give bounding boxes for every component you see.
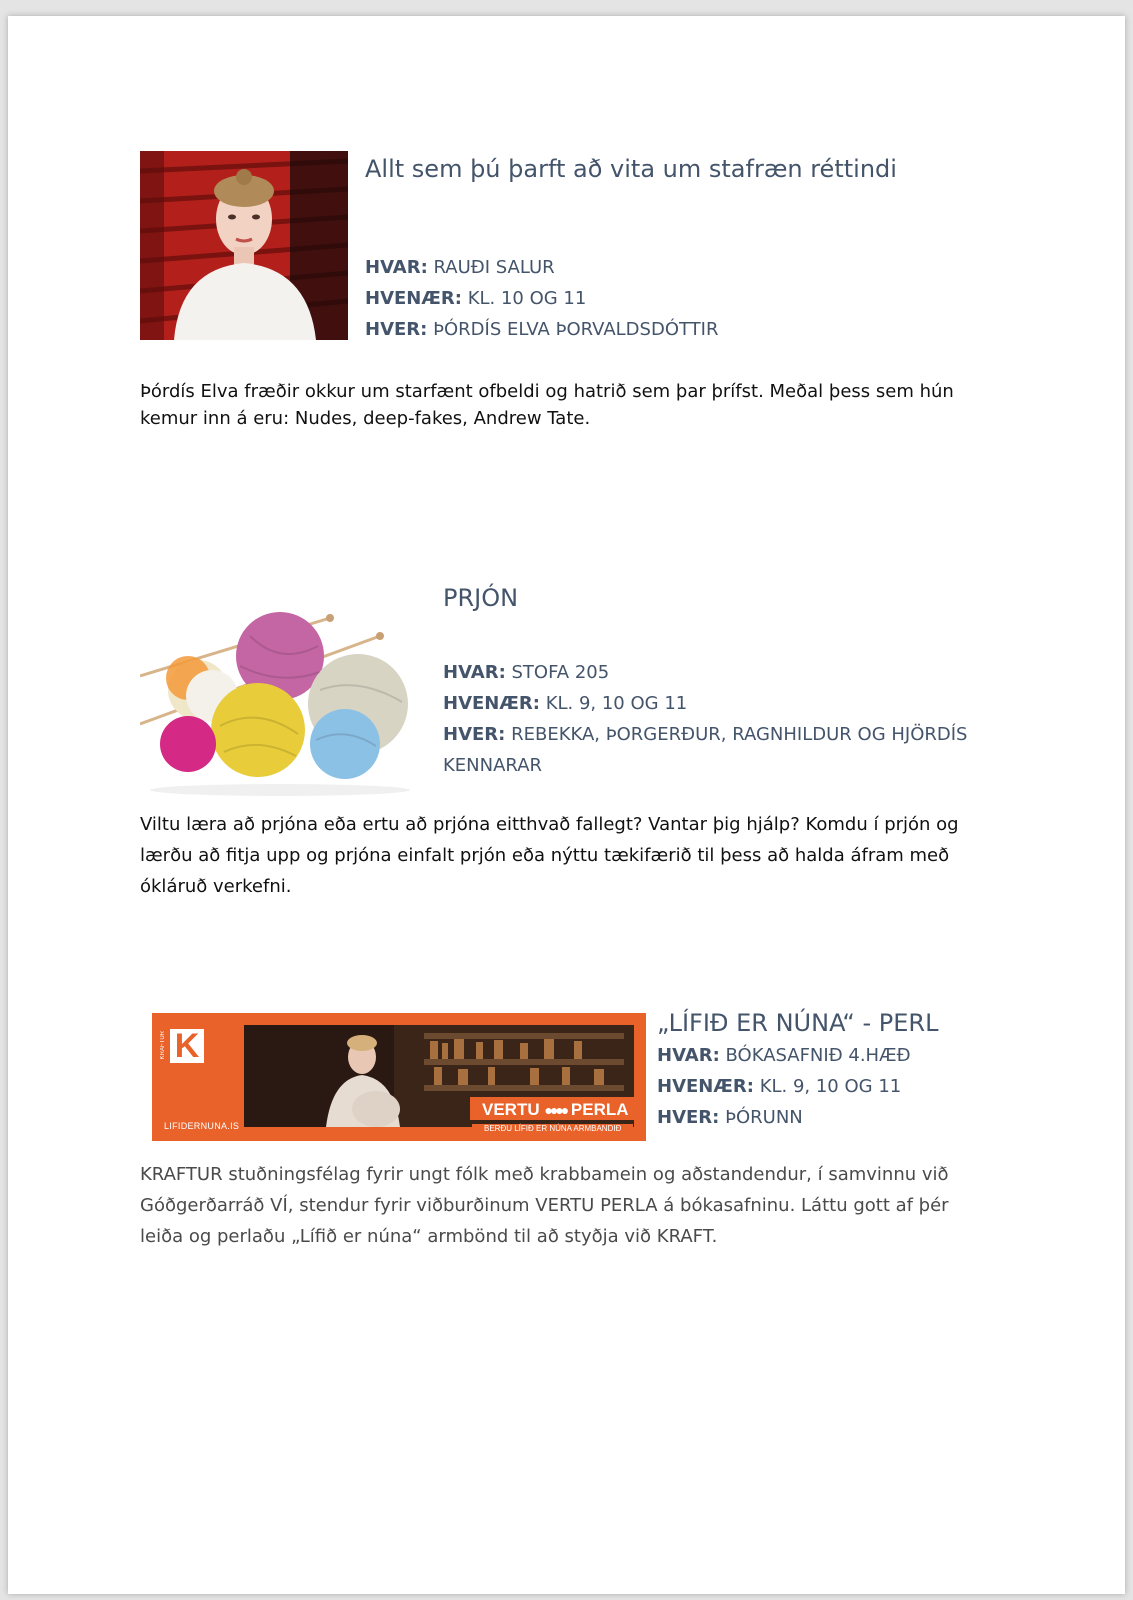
- event-3-when: [657, 1071, 1037, 1102]
- event-3-details: [657, 1040, 1037, 1133]
- event-2-title: PRJÓN: [443, 584, 519, 612]
- event-2-when: [443, 688, 983, 719]
- who-label: HVER:: [365, 319, 428, 340]
- bead-icon: ●●●●: [544, 1102, 567, 1118]
- event-1-when: [365, 283, 985, 314]
- event-1-description: Þórdís Elva fræðir okkur um starfænt ofbeldi og hatrið sem þar þrífst. Meðal þess sem hún kemur inn á eru: Nudes, deep-fakes, Andrew Tate.: [140, 381, 954, 429]
- banner-tagline: BERÐU LÍFIÐ ER NÚNA ARMBANDIÐ: [472, 1124, 633, 1133]
- when-label: HVENÆR:: [365, 288, 462, 309]
- event-3-title: „LÍFIÐ ER NÚNA“ - PERL: [657, 1009, 939, 1037]
- event-3-description: KRAFTUR stuðningsfélag fyrir ungt fólk með krabbamein og aðstandendur, í samvinnu við Góðgerðarráð VÍ, stendur fyrir viðburðinum VERTU PERLA á bókasafninu. Láttu gott af þér leiða og perlaðu „Lífið er núna“ armbönd til að styðja við KRAFT.: [140, 1164, 949, 1247]
- event-2-details: [443, 657, 983, 781]
- where-value: BÓKASAFNIÐ 4.HÆÐ: [725, 1045, 911, 1066]
- event-2-description: Viltu læra að prjóna eða ertu að prjóna eitthvað fallegt? Vantar þig hjálp? Komdu í prjón og lærðu að fitja upp og prjóna einfalt prjón eða nýttu tækifærið til þess að halda áfram með ókláruð verkefni.: [140, 814, 959, 897]
- when-value: KL. 9, 10 OG 11: [545, 693, 688, 714]
- where-label: HVAR:: [657, 1045, 720, 1066]
- event-2-who: [443, 719, 983, 781]
- when-value: KL. 9, 10 OG 11: [759, 1076, 902, 1097]
- where-label: HVAR:: [365, 257, 428, 278]
- event-2-where: [443, 657, 983, 688]
- event-3-who: [657, 1102, 1037, 1133]
- portrait-image: [140, 151, 348, 340]
- portrait-photo: [140, 151, 348, 340]
- event-1-title: Allt sem þú þarft að vita um stafræn réttindi: [365, 155, 897, 183]
- banner-headline: [470, 1097, 641, 1120]
- event-3-where: [657, 1040, 1037, 1071]
- kraftur-banner: [152, 1013, 646, 1141]
- who-value: REBEKKA, ÞORGERÐUR, RAGNHILDUR OG HJÖRDÍS KENNARAR: [443, 724, 968, 776]
- kraftur-logo: K: [170, 1029, 204, 1063]
- where-label: HVAR:: [443, 662, 506, 683]
- when-label: HVENÆR:: [657, 1076, 754, 1097]
- who-value: ÞÓRDÍS ELVA ÞORVALDSDÓTTIR: [433, 319, 719, 340]
- who-value: ÞÓRUNN: [725, 1107, 803, 1128]
- yarn-photo: [140, 606, 420, 796]
- event-1-where: [365, 252, 985, 283]
- banner-headline-right: PERLA: [570, 1100, 629, 1119]
- banner-side-text: KRAFTUR: [160, 1031, 166, 1060]
- where-value: STOFA 205: [511, 662, 610, 683]
- yarn-image: [140, 606, 420, 796]
- when-label: HVENÆR:: [443, 693, 540, 714]
- who-label: HVER:: [443, 724, 506, 745]
- event-1-details: [365, 252, 985, 345]
- who-label: HVER:: [657, 1107, 720, 1128]
- when-value: KL. 10 OG 11: [467, 288, 587, 309]
- document-page: [8, 16, 1125, 1594]
- event-1-who: [365, 314, 985, 345]
- banner-headline-left: VERTU: [482, 1100, 540, 1119]
- where-value: RAUÐI SALUR: [433, 257, 555, 278]
- banner-url: LIFIDERNUNA.IS: [164, 1121, 240, 1131]
